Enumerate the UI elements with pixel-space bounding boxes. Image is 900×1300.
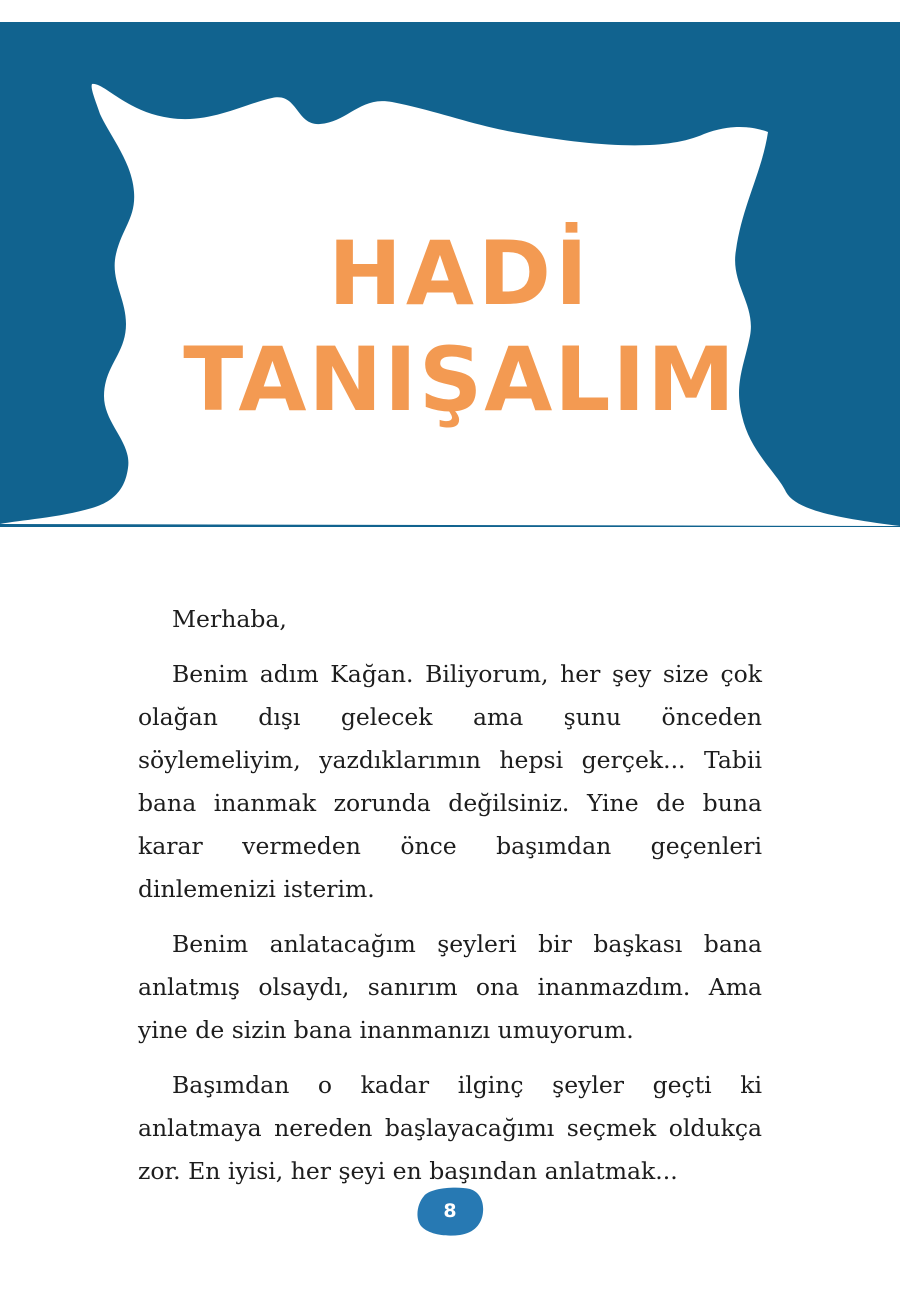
page-number: 8 — [443, 1200, 457, 1222]
chapter-title — [120, 222, 800, 432]
body-text — [138, 598, 762, 1205]
chapter-title-line-2: TANIŞALIM — [183, 328, 737, 431]
paragraph-greeting: Merhaba, — [172, 605, 287, 633]
page-number-badge — [416, 1186, 484, 1236]
paragraph-introduction: Benim adım Kağan. Biliyorum, her şey size çok olağan dışı gelecek ama şunu önceden söylemeliyim, yazdıklarımın hepsi gerçek... Tabii bana inanmak zorunda değilsiniz. Yine de buna karar vermeden önce başımdan geçenleri dinlemenizi isterim. — [138, 660, 762, 903]
paragraph-belief: Benim anlatacağım şeyleri bir başkası bana anlatmış olsaydı, sanırım ona inanmazdım. Ama yine de sizin bana inanmanızı umuyorum. — [138, 930, 762, 1044]
chapter-title-line-1: HADİ — [328, 222, 592, 325]
paragraph-beginning: Başımdan o kadar ilginç şeyler geçti ki anlatmaya nereden başlayacağımı seçmek oldukça zor. En iyisi, her şeyi en başından anlatmak... — [138, 1071, 762, 1185]
